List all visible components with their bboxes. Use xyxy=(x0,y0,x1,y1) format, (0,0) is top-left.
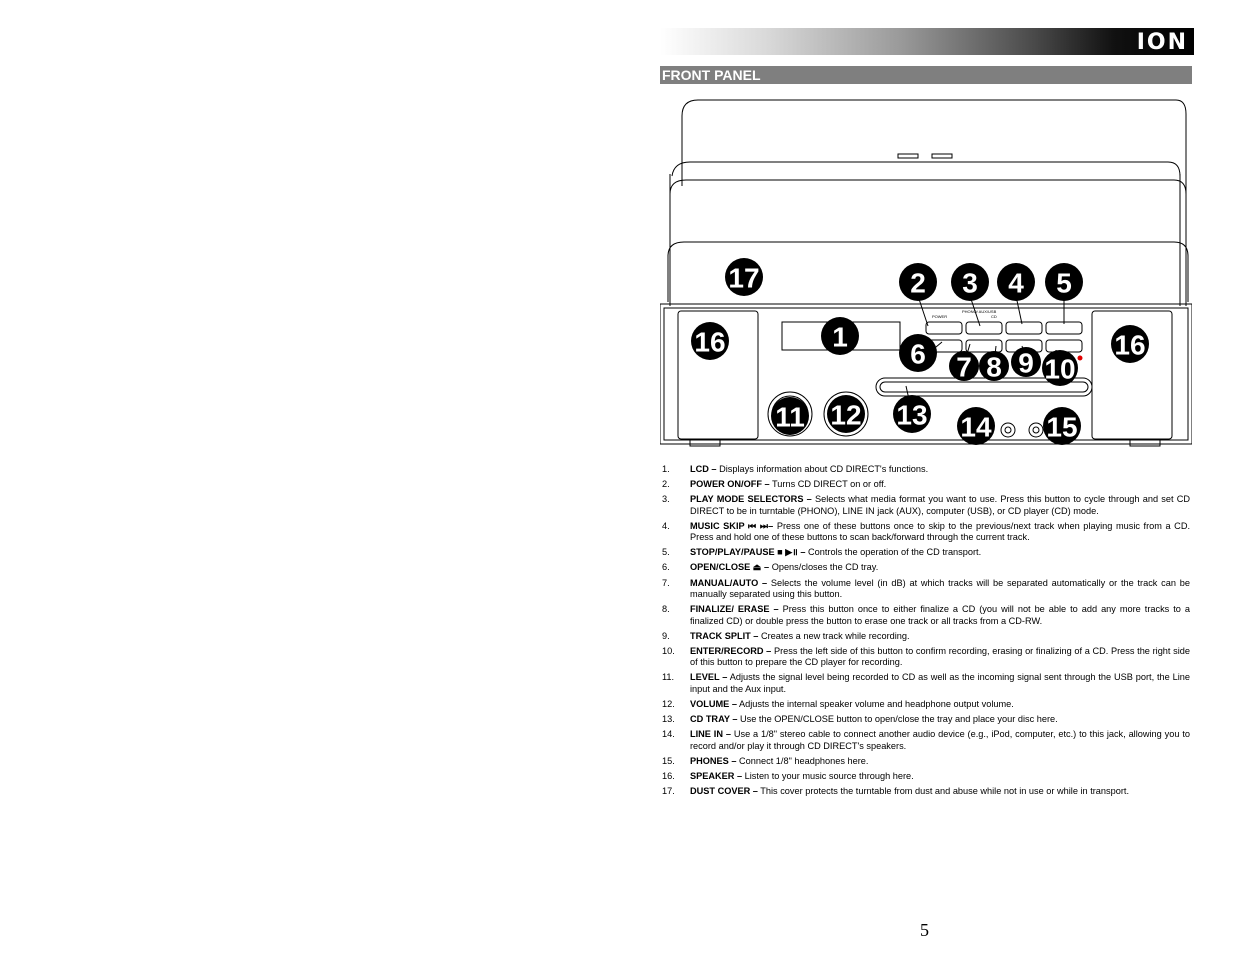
list-item: 1. LCD – Displays information about CD DIRECT's functions. xyxy=(662,464,929,474)
header-gradient-bar xyxy=(660,28,1194,55)
list-item: 14. LINE IN – Use a 1/8" stereo cable to connect another audio device (e.g., iPod, computer, etc.) to this jack, allowing you to record and/or play it through CD DIRECT's speakers. xyxy=(662,729,1190,751)
callout-number: 16 xyxy=(1114,329,1146,361)
callout-number: 6 xyxy=(910,338,926,370)
list-item: 12. VOLUME – Adjusts the internal speaker volume and headphone output volume. xyxy=(662,699,1014,710)
front-panel-diagram xyxy=(660,96,1192,448)
cd-label: CD xyxy=(991,314,997,319)
list-item: 7. MANUAL/AUTO – Selects the volume level (in dB) at which tracks will be separated automatically or the track can be manually separated using this button. xyxy=(662,577,1190,600)
list-item: 9. TRACK SPLIT – Creates a new track while recording. xyxy=(662,630,910,641)
callout-number: 1 xyxy=(832,321,848,353)
callout-number: 11 xyxy=(775,401,805,433)
list-item: 5. STOP/PLAY/PAUSE ■ ▶॥ – Controls the operation of the CD transport. xyxy=(662,547,982,558)
power-label: POWER xyxy=(932,314,948,319)
list-item: 17. DUST COVER – This cover protects the turntable from dust and abuse while not in use or while in transport. xyxy=(662,786,1130,796)
callout-number: 14 xyxy=(960,411,992,443)
callout-number: 2 xyxy=(910,267,926,299)
callout-number: 15 xyxy=(1046,411,1078,443)
page-number: 5 xyxy=(920,920,929,940)
ion-logo: ION xyxy=(1136,30,1188,55)
callout-number: 8 xyxy=(986,351,1002,383)
callout-number: 10 xyxy=(1044,353,1076,385)
list-item: 10. ENTER/RECORD – Press the left side of this button to confirm recording, erasing or finalizing of a CD. Press the right side of this button to prepare the CD player for recording. xyxy=(662,645,1190,668)
callout-number: 17 xyxy=(728,262,760,294)
phono-aux-usb-label: PHONO/ AUX/USB xyxy=(962,309,997,314)
list-item: 8. FINALIZE/ ERASE – Press this button once to either finalize a CD (you will not be able to add any more tracks to a finalized CD) or double press the button to erase one track or all tracks from a CD-RW. xyxy=(662,604,1190,626)
list-item: 3. PLAY MODE SELECTORS – Selects what media format you want to use. Press this button to cycle through and set CD DIRECT to be in turntable (PHONO), LINE IN jack (AUX), computer (USB), or CD player (CD) mode. xyxy=(662,494,1190,516)
record-indicator xyxy=(1078,356,1083,361)
callout-number: 3 xyxy=(962,267,978,299)
callout-number: 13 xyxy=(896,399,928,431)
callout-number: 7 xyxy=(956,351,972,383)
list-item: 13. CD TRAY – Use the OPEN/CLOSE button to open/close the tray and place your disc here. xyxy=(662,714,1058,725)
callout-number: 12 xyxy=(830,399,862,431)
callout-number: 4 xyxy=(1008,267,1024,299)
section-title: FRONT PANEL xyxy=(660,66,1192,84)
callout-number: 16 xyxy=(694,326,726,358)
item-list xyxy=(662,464,1190,801)
list-item: 2. POWER ON/OFF – Turns CD DIRECT on or off. xyxy=(662,479,887,490)
list-item: 4. MUSIC SKIP ⏮ ⏭– Press one of these buttons once to skip to the previous/next track when playing music from a CD. Press and hold one of these buttons to scan back/forward through the current track. xyxy=(662,520,1191,543)
list-item: 15. PHONES – Connect 1/8" headphones here. xyxy=(662,755,869,766)
list-item: 6. OPEN/CLOSE ⏏ – Opens/closes the CD tray. xyxy=(662,562,879,573)
list-item: 11. LEVEL – Adjusts the signal level being recorded to CD as well as the incoming signal sent through the USB port, the Line input and the Aux input. xyxy=(662,672,1190,694)
list-item: 16. SPEAKER – Listen to your music source through here. xyxy=(662,770,914,781)
callout-number: 9 xyxy=(1018,347,1034,379)
callout-number: 5 xyxy=(1056,267,1072,299)
